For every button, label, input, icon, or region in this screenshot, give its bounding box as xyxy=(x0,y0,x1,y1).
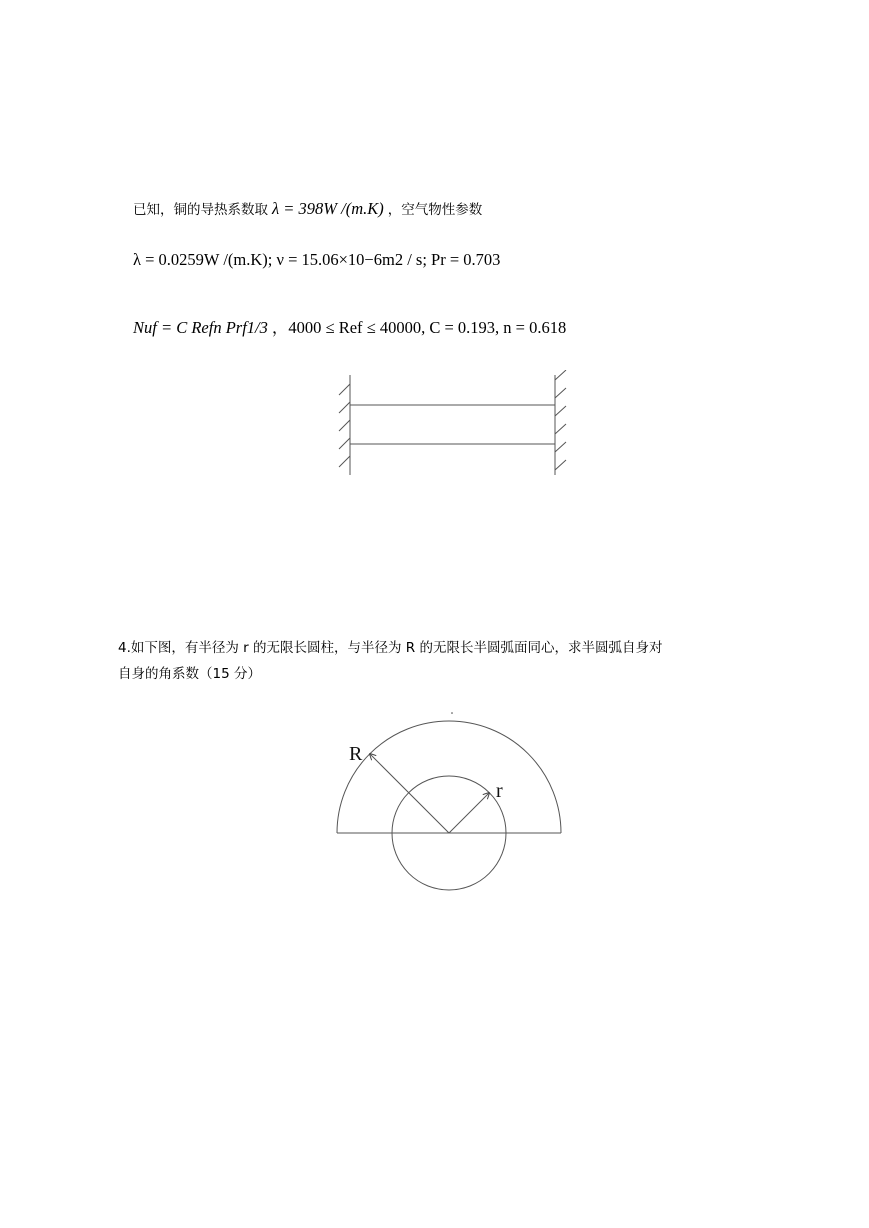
label-small-radius: r xyxy=(496,780,503,802)
top-dot xyxy=(451,712,453,714)
air-properties-formula: λ = 0.0259W /(m.K); ν = 15.06×10−6m2 / s; Pr = 0.703 xyxy=(133,250,501,269)
nusselt-correlation-line xyxy=(133,314,566,338)
problem4-line1: 4.如下图，有半径为 r 的无限长圆柱，与半径为 R 的无限长半圆弧面同心，求半圆弧自身对 xyxy=(118,640,663,656)
radius-r-arrow xyxy=(449,793,489,833)
label-big-radius: R xyxy=(349,743,363,765)
copper-lambda-formula: λ = 398W /(m.K) xyxy=(272,199,384,218)
rod-between-walls-figure xyxy=(330,370,580,482)
known-intro-text: 已知，铜的导热系数取 xyxy=(133,202,268,218)
air-props-intro-text: ，空气物性参数 xyxy=(387,202,483,218)
semicircle-cylinder-figure xyxy=(325,700,575,900)
problem4-line2: 自身的角系数（15 分） xyxy=(118,666,261,682)
semicircle-arc xyxy=(337,721,561,833)
radius-R-arrow xyxy=(370,754,449,833)
copper-conductivity-line xyxy=(133,198,482,219)
nusselt-formula: Nuf = C Refn Prf1/3 xyxy=(133,318,268,337)
range-condition: ，4000 ≤ Ref ≤ 40000, C = 0.193, n = 0.618 xyxy=(271,318,567,337)
